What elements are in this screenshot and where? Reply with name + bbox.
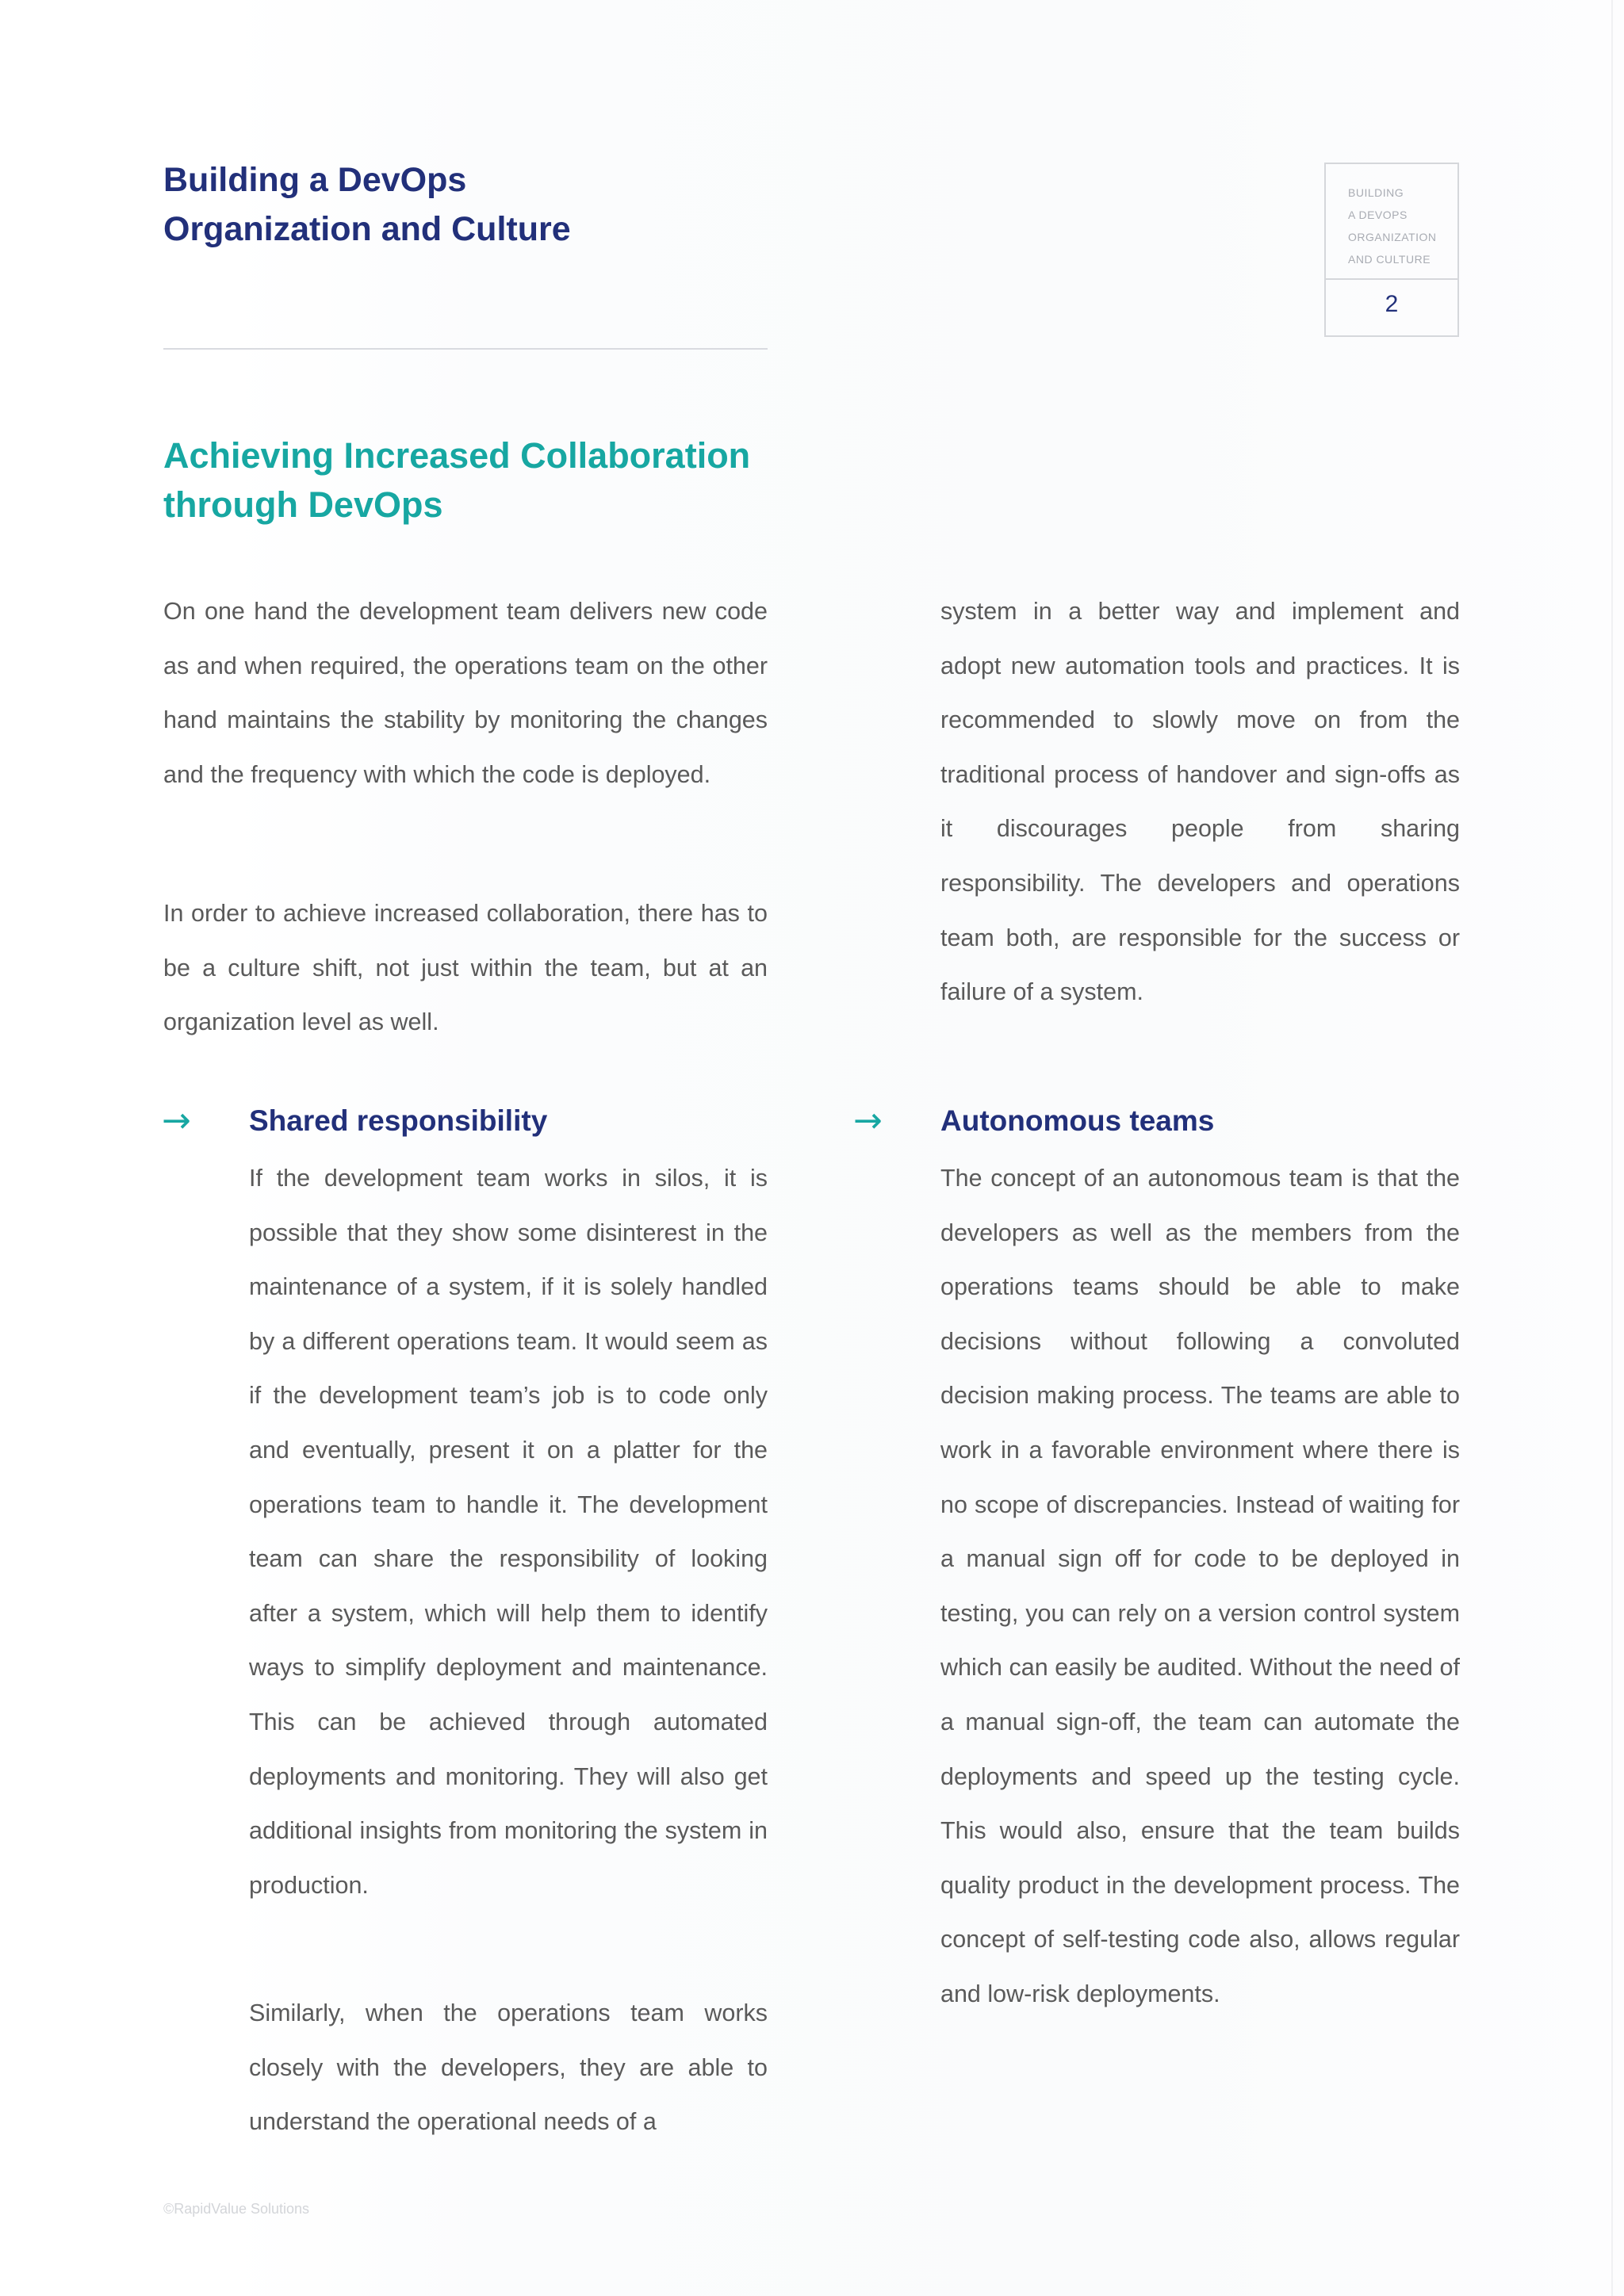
intro-paragraph-3: system in a better way and implement and adopt new automation tools and practices. It is recommended to slowly move on from the traditional process of handover and sign-offs as it discourages people from sharing responsibility. The developers and operations team both, are responsible for the success or failure of a system.	[940, 598, 1460, 1006]
page-number: 2	[1385, 291, 1399, 317]
chapter-tag-line-4: AND CULTURE	[1348, 253, 1431, 266]
intro-paragraph-1: On one hand the development team delivers new code as and when required, the operations team on the other hand maintains the stability by monitoring the changes and the frequency with which the code is deployed.	[163, 598, 768, 788]
arrow-right-icon: →	[162, 1100, 191, 1141]
intro-paragraph-2: In order to achieve increased collaboration, there has to be a culture shift, not just within the team, but at an organization level as well.	[163, 900, 768, 1036]
chapter-tag-line-2: A DEVOPS	[1348, 209, 1408, 221]
document-title	[163, 155, 798, 254]
autonomous-teams-paragraph-1: The concept of an autonomous team is that the developers as well as the members from the operations teams should be able to make decisions without following a convoluted decision making process. The teams are able to work in a favorable environment where there is no scope of discrepancies. Instead of waiting for a manual sign off for code to be deployed in testing, you can rely on a version control system which can easily be audited. Without the need of a manual sign-off, the team can automate the deployments and speed up the testing cycle. This would also, ensure that the team builds quality product in the development process. The concept of self-testing code also, allows regular and low-risk deployments.	[940, 1165, 1460, 2007]
footer-copyright: ©RapidValue Solutions	[163, 2201, 310, 2217]
chapter-tag-line-1: BUILDING	[1348, 186, 1404, 199]
shared-responsibility-paragraph-2: Similarly, when the operations team works closely with the developers, they are able to understand the operational needs of a	[249, 1999, 768, 2136]
autonomous-teams-heading: Autonomous teams	[940, 1104, 1215, 1137]
section-heading	[163, 431, 798, 530]
shared-responsibility-heading: Shared responsibility	[249, 1104, 548, 1137]
shared-responsibility-paragraph-1: If the development team works in silos, it is possible that they show some disinterest in the maintenance of a system, if it is solely handled by a different operations team. It would seem as if the development team’s job is to code only and eventually, present it on a platter for the operations team to handle it. The development team can share the responsibility of looking after a system, which will help them to identify ways to simplify deployment and maintenance. This can be achieved through automated deployments and monitoring. They will also get additional insights from monitoring the system in production.	[249, 1165, 768, 1899]
document-title-line-2: Organization and Culture	[163, 210, 571, 248]
section-heading-line-1: Achieving Increased Collaboration	[163, 435, 751, 476]
title-divider	[163, 348, 768, 350]
chapter-tag-divider	[1326, 278, 1457, 280]
chapter-tag-label	[1348, 182, 1459, 270]
chapter-tag-box	[1324, 163, 1459, 337]
arrow-right-icon: →	[853, 1100, 883, 1141]
chapter-tag-line-3: ORGANIZATION	[1348, 231, 1437, 243]
page-edge-line	[1611, 0, 1613, 2296]
section-heading-line-2: through DevOps	[163, 484, 443, 525]
document-title-line-1: Building a DevOps	[163, 161, 467, 199]
